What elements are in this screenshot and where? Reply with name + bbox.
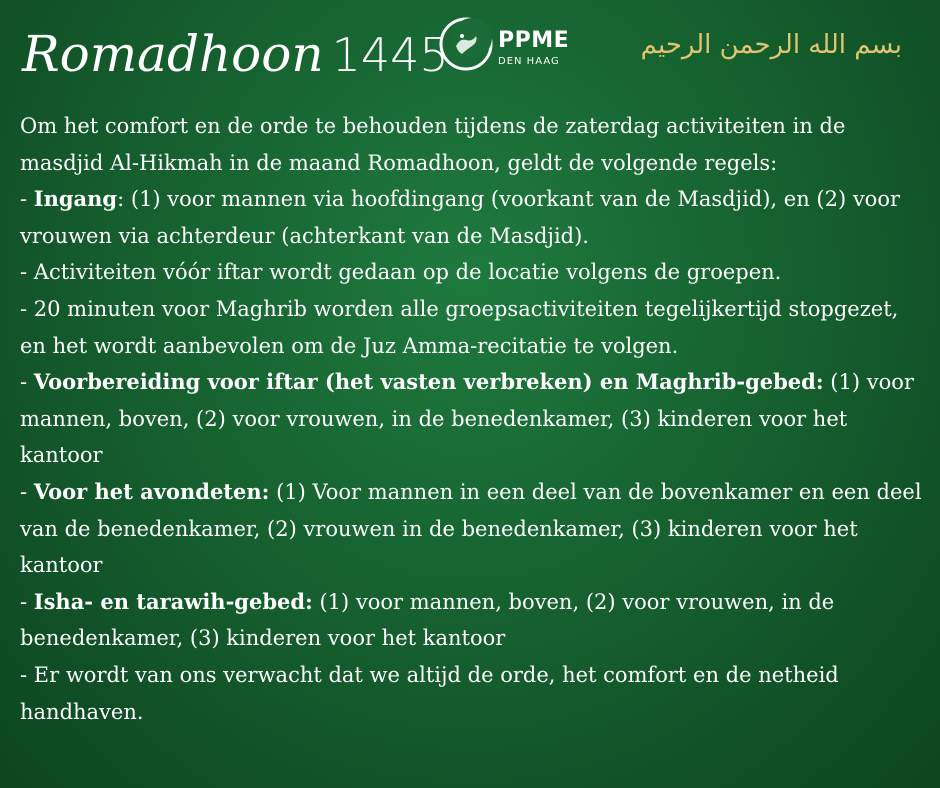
rule-text: (1) voor mannen, boven, (2) voor vrouwen, in de benedenkamer, (3) kinderen voor het kantoor	[20, 370, 914, 468]
rule-item	[20, 254, 925, 291]
rule-bullet: -	[20, 260, 34, 285]
rules-text	[20, 108, 925, 730]
rule-text: (1) voor mannen, boven, (2) voor vrouwen, in de benedenkamer, (3) kinderen voor het kantoor	[20, 589, 835, 651]
rule-bullet: -	[20, 589, 34, 614]
header	[0, 0, 940, 100]
rule-text: Activiteiten vóór iftar wordt gedaan op de locatie volgens de groepen.	[33, 260, 782, 285]
title-text: Romadhoon	[22, 25, 324, 83]
rule-item	[20, 291, 925, 364]
rule-text: (1) Voor mannen in een deel van de bovenkamer en een deel van de benedenkamer, (2) vrouwen in de benedenkamer, (3) kinderen voor het kantoor	[20, 479, 922, 578]
rule-bullet: -	[20, 370, 34, 395]
rule-item	[20, 584, 925, 657]
logo-name: PPME	[498, 28, 570, 53]
intro-paragraph: Om het comfort en de orde te behouden tijdens de zaterdag activiteiten in de masdjid Al-Hikmah in de maand Romadhoon, geldt de volgende regels:	[20, 114, 846, 175]
crescent-europe-logo-icon	[438, 16, 494, 72]
rule-bullet: -	[20, 296, 34, 321]
rule-heading: Voorbereiding voor iftar (het vasten verbreken) en Maghrib-gebed:	[33, 369, 824, 395]
rule-text: 20 minuten voor Maghrib worden alle groepsactiviteiten tegelijkertijd stopgezet, en het wordt aanbevolen om de Juz Amma-recitatie te volgen.	[20, 296, 899, 358]
rule-item	[20, 474, 925, 584]
rule-bullet: -	[20, 187, 34, 212]
rule-item	[20, 364, 925, 474]
rule-heading: Ingang	[33, 186, 118, 212]
rule-item	[20, 657, 925, 730]
basmala-calligraphy: بسم الله الرحمن الرحيم	[640, 30, 902, 60]
logo-subtitle: DEN HAAG	[498, 56, 560, 67]
rule-heading: Isha- en tarawih-gebed:	[33, 588, 313, 614]
rule-text: : (1) voor mannen via hoofdingang (voorkant van de Masdjid), en (2) voor vrouwen via achterdeur (achterkant van de Masdjid).	[20, 187, 901, 248]
rule-text: Er wordt van ons verwacht dat we altijd de orde, het comfort en de netheid handhaven.	[20, 662, 839, 724]
rule-item	[20, 181, 925, 254]
rule-bullet: -	[20, 479, 34, 504]
rule-heading: Voor het avondeten:	[33, 478, 270, 504]
page-title	[22, 22, 449, 87]
rule-bullet: -	[20, 662, 34, 687]
ppme-logo	[438, 16, 588, 76]
title-year: 1445	[331, 28, 449, 82]
